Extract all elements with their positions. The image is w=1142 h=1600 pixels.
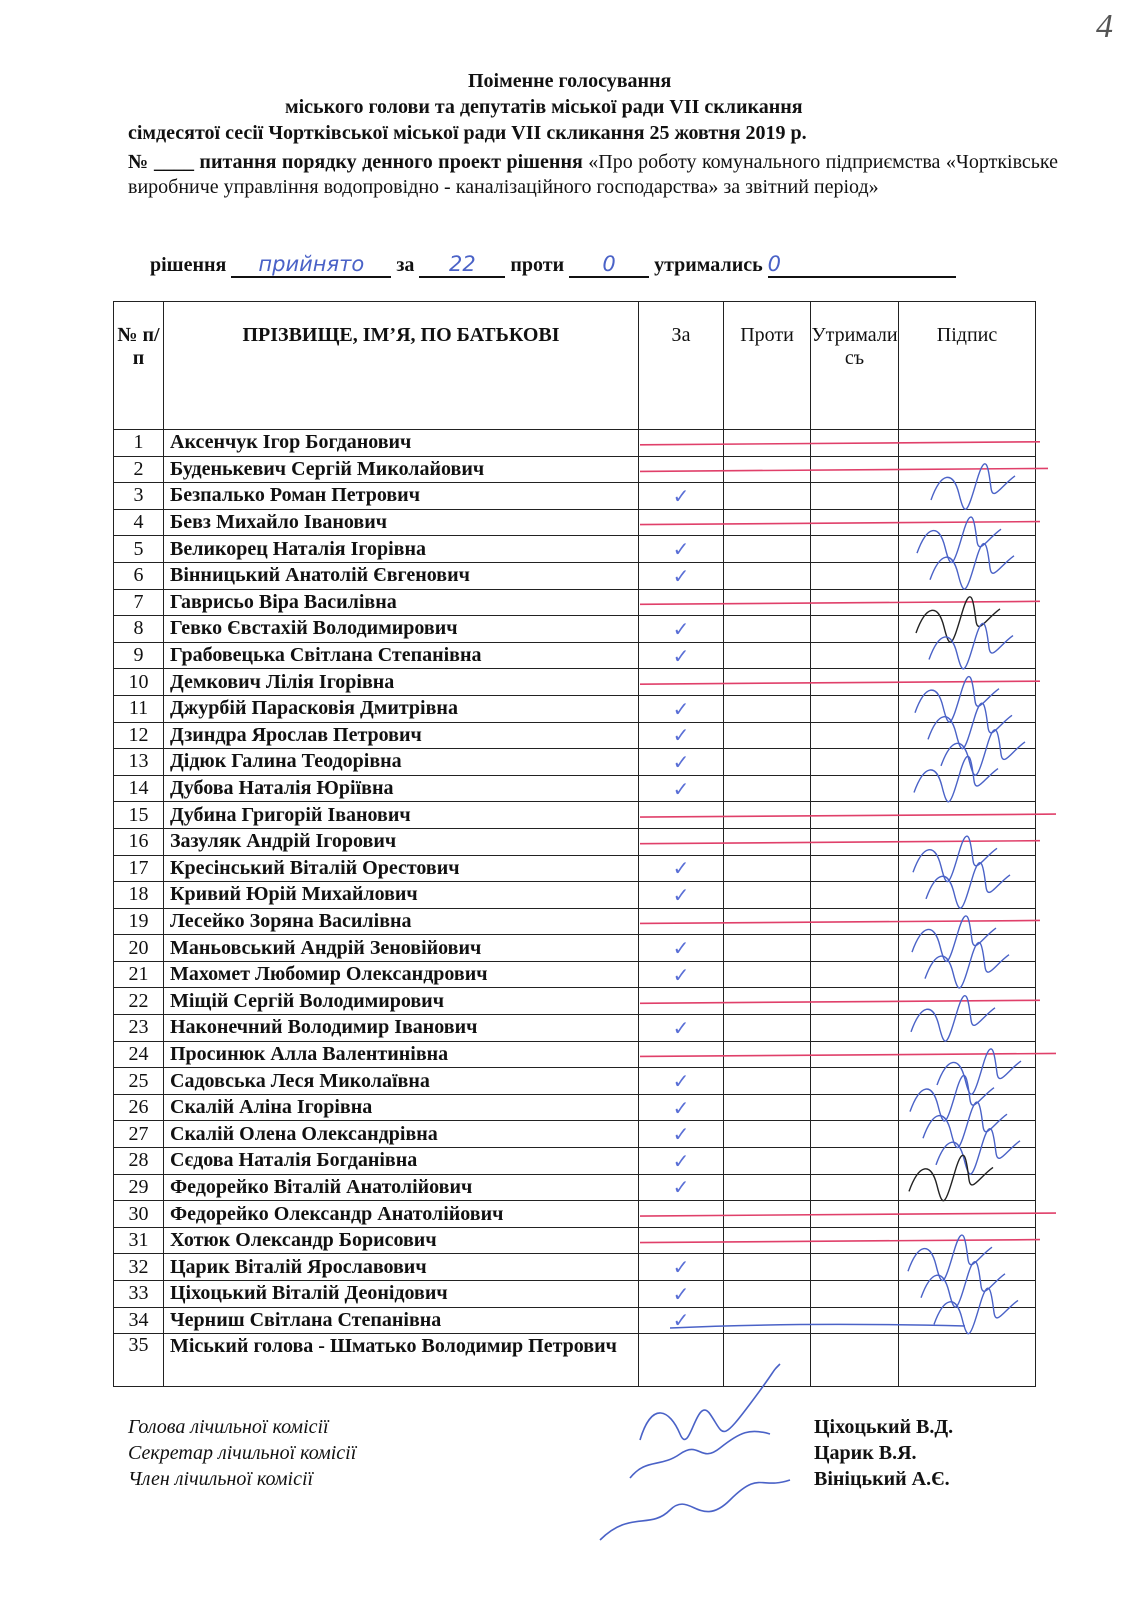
vote-abstain-cell: [811, 1307, 899, 1334]
vote-abstain-cell: [811, 430, 899, 457]
signature-cell: [899, 616, 1036, 643]
commission-secretary-label: Секретар лічильної комісії: [128, 1442, 357, 1464]
commission-roles: [128, 1414, 356, 1492]
commission-names: [814, 1414, 953, 1492]
row-number: 31: [114, 1227, 164, 1254]
decision-line: [150, 252, 956, 278]
table-row: [114, 722, 1036, 749]
vote-abstain-cell: [811, 509, 899, 536]
deputy-name: Скалій Олена Олександрівна: [164, 1121, 639, 1148]
vote-for-mark: ✓: [639, 1307, 724, 1334]
for-label: за: [396, 254, 415, 276]
deputy-name: Хотюк Олександр Борисович: [164, 1227, 639, 1254]
vote-for-mark: ✓: [639, 695, 724, 722]
commission-chair-label: Голова лічильної комісії: [128, 1416, 329, 1438]
commission-signature: [600, 1480, 790, 1540]
deputy-name: Дубова Наталія Юріївна: [164, 775, 639, 802]
vote-against-cell: [724, 855, 811, 882]
vote-against-cell: [724, 1148, 811, 1175]
commission-member-name: Вініцький А.Є.: [814, 1468, 950, 1490]
table-row: [114, 616, 1036, 643]
vote-for-mark: ✓: [639, 642, 724, 669]
signature-cell: [899, 1174, 1036, 1201]
signature-cell: [899, 722, 1036, 749]
signature-cell: [899, 1307, 1036, 1334]
signature-cell: [899, 961, 1036, 988]
vote-for-mark: [639, 828, 724, 855]
deputy-name: Вінницький Анатолій Євгенович: [164, 562, 639, 589]
row-number: 29: [114, 1174, 164, 1201]
vote-against-cell: [724, 642, 811, 669]
deputy-name: Аксенчук Ігор Богданович: [164, 430, 639, 457]
row-number: 2: [114, 456, 164, 483]
signature-cell: [899, 1148, 1036, 1175]
signature-cell: [899, 1254, 1036, 1281]
table-row: [114, 1281, 1036, 1308]
deputy-name: Кривий Юрій Михайлович: [164, 882, 639, 909]
table-row: [114, 1121, 1036, 1148]
vote-against-cell: [724, 483, 811, 510]
vote-against-cell: [724, 1121, 811, 1148]
deputy-name: Дідюк Галина Теодорівна: [164, 749, 639, 776]
doc-title: Поіменне голосування: [468, 70, 672, 92]
signature-cell: [899, 483, 1036, 510]
vote-against-cell: [724, 961, 811, 988]
vote-abstain-cell: [811, 1281, 899, 1308]
vote-for-mark: ✓: [639, 483, 724, 510]
signature-cell: [899, 828, 1036, 855]
agenda-text: «Про роботу комунального підприємства «Чортківське виробниче управління водопровідно - каналізаційного господарства» за звітний період»: [128, 151, 1059, 198]
signature-cell: [899, 749, 1036, 776]
signature-cell: [899, 775, 1036, 802]
vote-for-mark: ✓: [639, 775, 724, 802]
vote-against-cell: [724, 802, 811, 829]
table-row: [114, 1227, 1036, 1254]
vote-abstain-cell: [811, 1254, 899, 1281]
signature-cell: [899, 669, 1036, 696]
vote-abstain-cell: [811, 456, 899, 483]
vote-for-mark: [639, 1041, 724, 1068]
table-row: [114, 1174, 1036, 1201]
signature-cell: [899, 536, 1036, 563]
commission-signature: [630, 1431, 770, 1478]
deputy-name: Грабовецька Світлана Степанівна: [164, 642, 639, 669]
col-against-header: Проти: [724, 302, 811, 430]
table-row: [114, 1068, 1036, 1095]
vote-for-mark: ✓: [639, 536, 724, 563]
vote-abstain-cell: [811, 1148, 899, 1175]
signature-cell: [899, 1068, 1036, 1095]
table-row: [114, 1015, 1036, 1042]
vote-against-cell: [724, 1201, 811, 1228]
vote-against-cell: [724, 749, 811, 776]
row-number: 28: [114, 1148, 164, 1175]
deputy-name: Царик Віталій Ярославович: [164, 1254, 639, 1281]
decision-value: прийнято: [231, 252, 391, 278]
signature-cell: [899, 882, 1036, 909]
vote-for-mark: ✓: [639, 855, 724, 882]
vote-against-cell: [724, 562, 811, 589]
deputy-name: Сєдова Наталія Богданівна: [164, 1148, 639, 1175]
vote-against-cell: [724, 1281, 811, 1308]
vote-for-mark: [639, 1227, 724, 1254]
vote-abstain-cell: [811, 1121, 899, 1148]
row-number: 18: [114, 882, 164, 909]
col-for-header: За: [639, 302, 724, 430]
vote-against-cell: [724, 589, 811, 616]
row-number: 30: [114, 1201, 164, 1228]
vote-against-cell: [724, 456, 811, 483]
vote-for-mark: [639, 988, 724, 1015]
vote-for-mark: ✓: [639, 1121, 724, 1148]
deputy-name: Маньовський Андрій Зеновійович: [164, 935, 639, 962]
vote-for-mark: ✓: [639, 616, 724, 643]
row-number: 7: [114, 589, 164, 616]
signature-cell: [899, 1041, 1036, 1068]
vote-against-cell: [724, 616, 811, 643]
vote-abstain-cell: [811, 1174, 899, 1201]
vote-for-mark: [639, 1201, 724, 1228]
row-number: 25: [114, 1068, 164, 1095]
deputy-name: Буденькевич Сергій Миколайович: [164, 456, 639, 483]
vote-for-mark: [639, 908, 724, 935]
vote-for-mark: [639, 802, 724, 829]
table-row: [114, 430, 1036, 457]
vote-abstain-cell: [811, 749, 899, 776]
table-row: [114, 1041, 1036, 1068]
table-row: [114, 855, 1036, 882]
table-row: [114, 589, 1036, 616]
row-number: 34: [114, 1307, 164, 1334]
vote-for-mark: [639, 456, 724, 483]
deputy-name: Федорейко Віталій Анатолійович: [164, 1174, 639, 1201]
vote-against-cell: [724, 775, 811, 802]
vote-abstain-cell: [811, 828, 899, 855]
vote-for-mark: ✓: [639, 882, 724, 909]
vote-against-cell: [724, 1015, 811, 1042]
vote-for-mark: ✓: [639, 961, 724, 988]
deputy-name: Ціхоцький Віталій Деонідович: [164, 1281, 639, 1308]
vote-against-cell: [724, 669, 811, 696]
vote-abstain-cell: [811, 695, 899, 722]
vote-abstain-cell: [811, 988, 899, 1015]
col-name-header: ПРІЗВИЩЕ, ІМ’Я, ПО БАТЬКОВІ: [164, 302, 639, 430]
deputy-name: Садовська Леся Миколаївна: [164, 1068, 639, 1095]
deputy-name: Джурбій Парасковія Дмитрівна: [164, 695, 639, 722]
row-number: 13: [114, 749, 164, 776]
abstain-value: 0: [768, 252, 956, 278]
vote-for-mark: ✓: [639, 749, 724, 776]
table-header-row: [114, 302, 1036, 430]
row-number: 26: [114, 1094, 164, 1121]
vote-for-mark: ✓: [639, 722, 724, 749]
deputy-name: Скалій Аліна Ігорівна: [164, 1094, 639, 1121]
deputy-name: Бевз Михайло Іванович: [164, 509, 639, 536]
table-row: [114, 988, 1036, 1015]
row-number: 27: [114, 1121, 164, 1148]
vote-for-mark: ✓: [639, 1281, 724, 1308]
vote-abstain-cell: [811, 908, 899, 935]
vote-abstain-cell: [811, 1015, 899, 1042]
vote-against-cell: [724, 1068, 811, 1095]
table-row: [114, 1201, 1036, 1228]
signature-cell: [899, 988, 1036, 1015]
commission-member-label: Член лічильної комісії: [128, 1468, 314, 1490]
vote-against-cell: [724, 1227, 811, 1254]
commission-chair-name: Ціхоцький В.Д.: [814, 1416, 954, 1438]
table-row: [114, 456, 1036, 483]
vote-for-mark: [639, 669, 724, 696]
vote-abstain-cell: [811, 1201, 899, 1228]
vote-abstain-cell: [811, 642, 899, 669]
col-abstain-header: Утрималисъ: [811, 302, 899, 430]
vote-abstain-cell: [811, 562, 899, 589]
vote-against-cell: [724, 1254, 811, 1281]
table-row: [114, 802, 1036, 829]
row-number: 19: [114, 908, 164, 935]
table-row: [114, 483, 1036, 510]
against-value: 0: [569, 252, 649, 278]
deputy-name: Наконечний Володимир Іванович: [164, 1015, 639, 1042]
table-row: [114, 828, 1036, 855]
vote-abstain-cell: [811, 935, 899, 962]
signature-cell: [899, 456, 1036, 483]
vote-abstain-cell: [811, 669, 899, 696]
vote-for-mark: ✓: [639, 935, 724, 962]
signature-cell: [899, 935, 1036, 962]
vote-for-mark: ✓: [639, 562, 724, 589]
deputy-name: Просинюк Алла Валентинівна: [164, 1041, 639, 1068]
row-number: 17: [114, 855, 164, 882]
table-row: [114, 562, 1036, 589]
agenda-prefix: № ____ питання порядку денного проект рішення: [128, 151, 583, 173]
vote-against-cell: [724, 1307, 811, 1334]
row-number: 20: [114, 935, 164, 962]
row-number: 22: [114, 988, 164, 1015]
vote-abstain-cell: [811, 855, 899, 882]
deputy-name: Гевко Євстахій Володимирович: [164, 616, 639, 643]
vote-for-mark: ✓: [639, 1015, 724, 1042]
table-row: [114, 509, 1036, 536]
col-num-header: № п/п: [114, 302, 164, 430]
agenda-item: [128, 150, 1058, 200]
vote-for-mark: [639, 589, 724, 616]
vote-against-cell: [724, 430, 811, 457]
vote-abstain-cell: [811, 1094, 899, 1121]
row-number: 14: [114, 775, 164, 802]
row-number: 9: [114, 642, 164, 669]
row-number: 15: [114, 802, 164, 829]
decision-label: рішення: [150, 254, 227, 276]
vote-abstain-cell: [811, 589, 899, 616]
vote-against-cell: [724, 1174, 811, 1201]
signature-cell: [899, 1281, 1036, 1308]
deputy-name: Міщій Сергій Володимирович: [164, 988, 639, 1015]
row-number: 4: [114, 509, 164, 536]
signature-cell: [899, 855, 1036, 882]
deputy-name: Демкович Лілія Ігорівна: [164, 669, 639, 696]
vote-for-cell: [639, 1334, 724, 1387]
vote-against-cell: [724, 1094, 811, 1121]
roll-call-table: [113, 301, 1036, 1387]
vote-abstain-cell: [811, 775, 899, 802]
signature-cell: [899, 642, 1036, 669]
deputy-name: Великорец Наталія Ігорівна: [164, 536, 639, 563]
deputy-name: Гаврисьо Віра Василівна: [164, 589, 639, 616]
vote-for-mark: [639, 509, 724, 536]
table-row: [114, 882, 1036, 909]
deputy-name: Лесейко Зоряна Василівна: [164, 908, 639, 935]
table-row: [114, 642, 1036, 669]
deputy-name: Дубина Григорій Іванович: [164, 802, 639, 829]
row-number: 6: [114, 562, 164, 589]
table-row: [114, 1094, 1036, 1121]
vote-abstain-cell: [811, 802, 899, 829]
vote-for-mark: [639, 430, 724, 457]
vote-against-cell: [724, 509, 811, 536]
row-number: 32: [114, 1254, 164, 1281]
vote-against-cell: [724, 1334, 811, 1387]
vote-abstain-cell: [811, 722, 899, 749]
table-row: [114, 749, 1036, 776]
vote-abstain-cell: [811, 882, 899, 909]
deputy-name: Дзиндра Ярослав Петрович: [164, 722, 639, 749]
col-signature-header: Підпис: [899, 302, 1036, 430]
row-number: 1: [114, 430, 164, 457]
table-row: [114, 695, 1036, 722]
mayor-name: Міський голова - Шматько Володимир Петрович: [164, 1334, 639, 1387]
row-number: 16: [114, 828, 164, 855]
vote-abstain-cell: [811, 1041, 899, 1068]
deputy-name: Махомет Любомир Олександрович: [164, 961, 639, 988]
row-number: 3: [114, 483, 164, 510]
commission-secretary-name: Царик В.Я.: [814, 1442, 917, 1464]
signature-cell: [899, 695, 1036, 722]
vote-against-cell: [724, 828, 811, 855]
against-label: проти: [510, 254, 565, 276]
table-row: [114, 1254, 1036, 1281]
table-row-mayor: [114, 1334, 1036, 1387]
row-number: 35: [114, 1334, 164, 1387]
vote-for-mark: ✓: [639, 1068, 724, 1095]
vote-for-mark: ✓: [639, 1174, 724, 1201]
vote-against-cell: [724, 722, 811, 749]
signature-cell: [899, 1201, 1036, 1228]
vote-against-cell: [724, 536, 811, 563]
signature-cell: [899, 908, 1036, 935]
vote-against-cell: [724, 908, 811, 935]
vote-against-cell: [724, 988, 811, 1015]
table-row: [114, 1148, 1036, 1175]
table-row: [114, 908, 1036, 935]
signature-cell: [899, 1334, 1036, 1387]
signature-cell: [899, 1015, 1036, 1042]
vote-for-mark: ✓: [639, 1254, 724, 1281]
vote-abstain-cell: [811, 1068, 899, 1095]
row-number: 24: [114, 1041, 164, 1068]
row-number: 23: [114, 1015, 164, 1042]
table-row: [114, 1307, 1036, 1334]
row-number: 5: [114, 536, 164, 563]
vote-abstain-cell: [811, 961, 899, 988]
row-number: 33: [114, 1281, 164, 1308]
table-row: [114, 669, 1036, 696]
row-number: 11: [114, 695, 164, 722]
row-number: 12: [114, 722, 164, 749]
deputy-name: Федорейко Олександр Анатолійович: [164, 1201, 639, 1228]
vote-for-mark: ✓: [639, 1094, 724, 1121]
deputy-name: Зазуляк Андрій Ігорович: [164, 828, 639, 855]
vote-against-cell: [724, 695, 811, 722]
table-row: [114, 775, 1036, 802]
for-value: 22: [419, 252, 505, 278]
deputy-name: Кресінський Віталій Орестович: [164, 855, 639, 882]
deputy-name: Черниш Світлана Степанівна: [164, 1307, 639, 1334]
vote-abstain-cell: [811, 1227, 899, 1254]
vote-against-cell: [724, 882, 811, 909]
signature-cell: [899, 802, 1036, 829]
vote-against-cell: [724, 935, 811, 962]
signature-cell: [899, 1227, 1036, 1254]
signature-cell: [899, 509, 1036, 536]
row-number: 10: [114, 669, 164, 696]
row-number: 8: [114, 616, 164, 643]
signature-cell: [899, 1094, 1036, 1121]
row-number: 21: [114, 961, 164, 988]
page-number: 4: [1096, 8, 1113, 45]
vote-abstain-cell: [811, 616, 899, 643]
session-line: сімдесятої сесії Чортківської міської ради VII скликання 25 жовтня 2019 р.: [128, 122, 807, 144]
vote-against-cell: [724, 1041, 811, 1068]
signature-cell: [899, 562, 1036, 589]
signature-cell: [899, 430, 1036, 457]
vote-abstain-cell: [811, 536, 899, 563]
abstain-label: утримались: [654, 254, 763, 276]
table-row: [114, 536, 1036, 563]
vote-abstain-cell: [811, 483, 899, 510]
vote-abstain-cell: [811, 1334, 899, 1387]
table-row: [114, 935, 1036, 962]
deputy-name: Безпалько Роман Петрович: [164, 483, 639, 510]
signature-cell: [899, 589, 1036, 616]
vote-for-mark: ✓: [639, 1148, 724, 1175]
signature-cell: [899, 1121, 1036, 1148]
doc-subtitle: міського голови та депутатів міської ради VII скликання: [285, 96, 803, 118]
table-row: [114, 961, 1036, 988]
